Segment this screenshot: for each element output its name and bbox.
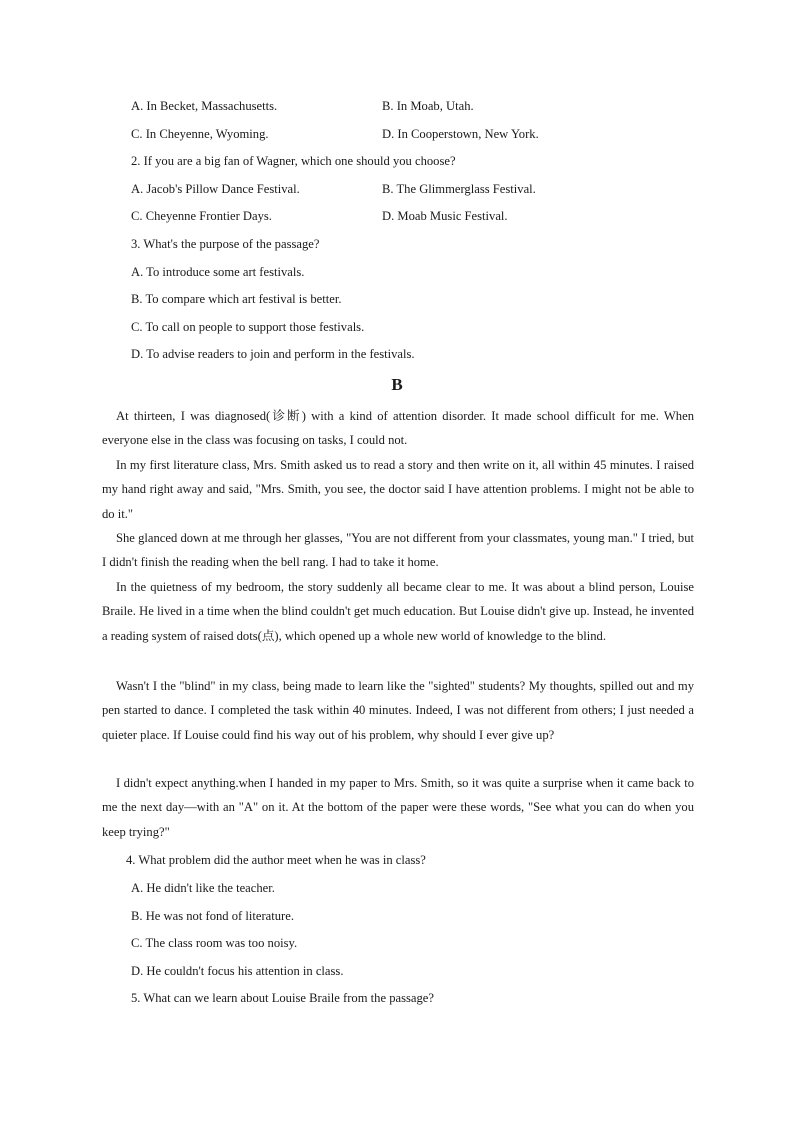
section-b-title: B [391,375,403,394]
q4-option-a: A. He didn't like the teacher. [131,881,275,895]
q1-option-a: A. In Becket, Massachusetts. [131,99,278,113]
q2-option-c: C. Cheyenne Frontier Days. [131,209,272,223]
q3-option-c: C. To call on people to support those festivals. [131,320,365,334]
q4-question: 4. What problem did the author meet when he was in class? [126,853,426,867]
passage-paragraph-2: In my first literature class, Mrs. Smith asked us to read a story and then write on it, all within 45 minutes. I raised my hand right away and said, "Mrs. Smith, you see, the doctor said I have attention problems. I might not be able to do it." [102,458,694,521]
q2-option-d: D. Moab Music Festival. [382,209,508,223]
q2-option-a: A. Jacob's Pillow Dance Festival. [131,182,300,196]
q2-option-b: B. The Glimmerglass Festival. [382,182,536,196]
passage-paragraph-1: At thirteen, I was diagnosed(诊断) with a kind of attention disorder. It made school difficult for me. When everyone else in the class was focusing on tasks, I could not. [102,409,694,448]
q4-option-d: D. He couldn't focus his attention in class. [131,964,344,978]
q5-question: 5. What can we learn about Louise Braile from the passage? [131,991,434,1005]
q3-question: 3. What's the purpose of the passage? [131,237,320,251]
q1-option-c: C. In Cheyenne, Wyoming. [131,127,269,141]
passage-paragraph-4: In the quietness of my bedroom, the story suddenly all became clear to me. It was about a blind person, Louise Braile. He lived in a time when the blind couldn't get much education. But Louise didn't give up. Instead, he invented a reading system of raised dots(点), which opened up a whole new world of knowledge to the blind. [102,580,694,643]
passage-paragraph-3: She glanced down at me through her glasses, "You are not different from your classmates, young man." I tried, but I didn't finish the reading when the bell rang. I had to take it home. [102,531,694,570]
passage-paragraph-6: I didn't expect anything.when I handed in my paper to Mrs. Smith, so it was quite a surprise when it came back to me the next day—with an "A" on it. At the bottom of the paper were these words, "See what you can do when you keep trying?" [102,776,694,839]
q4-option-c: C. The class room was too noisy. [131,936,298,950]
q2-question: 2. If you are a big fan of Wagner, which one should you choose? [131,154,456,168]
q3-option-b: B. To compare which art festival is better. [131,292,342,306]
q3-option-d: D. To advise readers to join and perform in the festivals. [131,347,415,361]
q3-option-a: A. To introduce some art festivals. [131,265,305,279]
q1-option-b: B. In Moab, Utah. [382,99,474,113]
q4-option-b: B. He was not fond of literature. [131,909,294,923]
passage-paragraph-5: Wasn't I the "blind" in my class, being made to learn like the "sighted" students? My thoughts, spilled out and my pen started to dance. I completed the task within 40 minutes. Indeed, I was not different from others; I just needed a quieter place. If Louise could find his way out of his problem, why should I ever give up? [102,679,694,742]
q1-option-d: D. In Cooperstown, New York. [382,127,539,141]
